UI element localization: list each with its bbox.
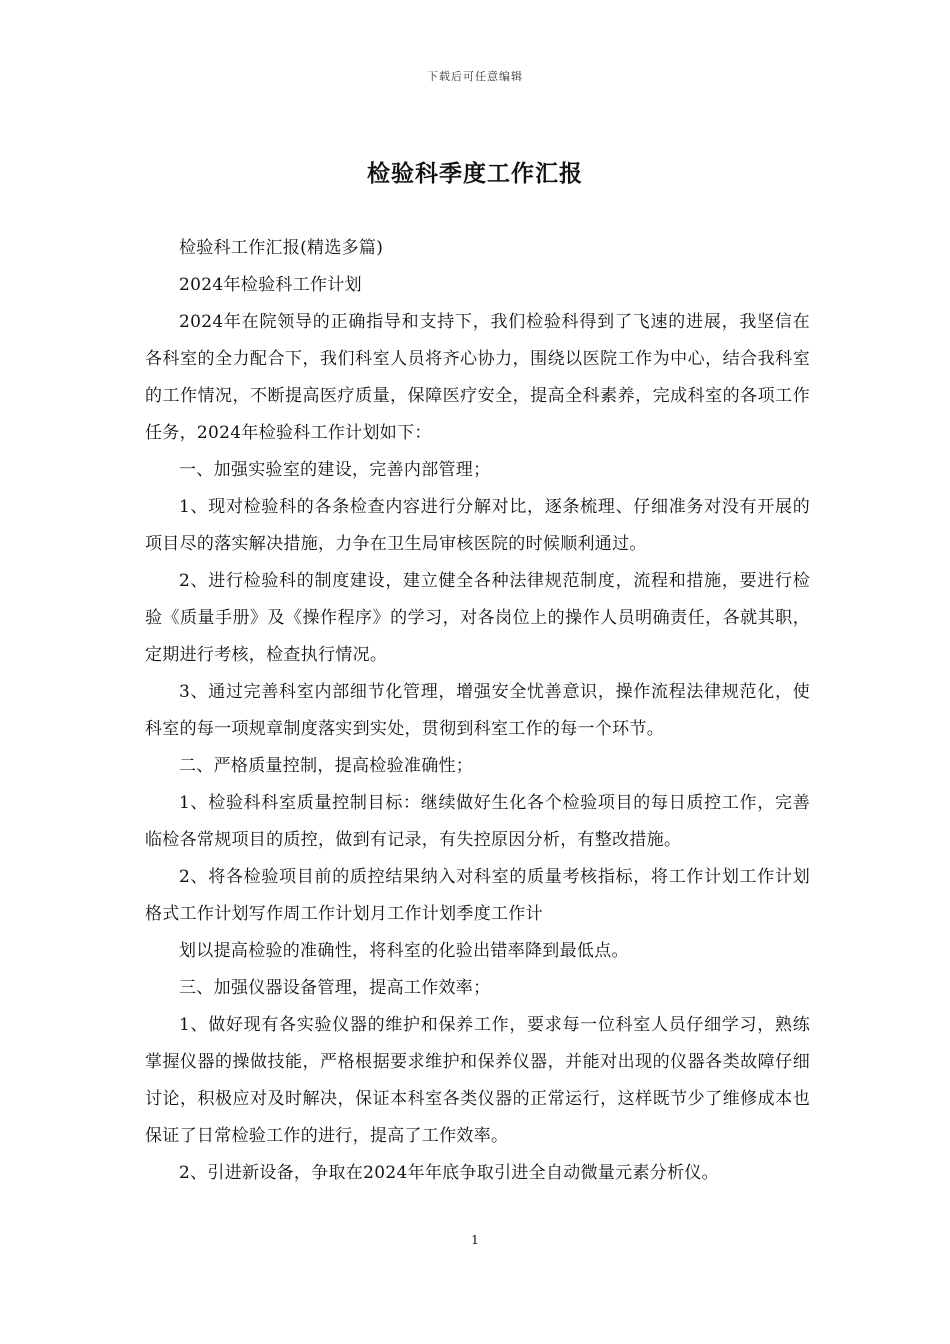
paragraph: 2024年在院领导的正确指导和支持下，我们检验科得到了飞速的进展，我坚信在各科室的全力配合下，我们科室人员将齐心协力，围绕以医院工作为中心，结合我科室的工作情况，不断提高医疗质量，保障医疗安全，提高全科素养，完成科室的各项工作任务，2024年检验科工作计划如下： (145, 312, 810, 443)
section-heading: 三、加强仪器设备管理，提高工作效率； (179, 978, 491, 998)
page-number: 1 (471, 1233, 479, 1247)
section-heading: 二、严格质量控制，提高检验准确性； (179, 756, 474, 776)
paragraph: 2、引进新设备，争取在2024年年底争取引进全自动微量元素分析仪。 (179, 1163, 719, 1183)
document-body (145, 230, 810, 1192)
paragraph: 1、做好现有各实验仪器的维护和保养工作，要求每一位科室人员仔细学习，熟练掌握仪器的操做技能，严格根据要求维护和保养仪器，并能对出现的仪器各类故障仔细讨论，积极应对及时解决，保证本科室各类仪器的正常运行，这样既节少了维修成本也保证了日常检验工作的进行，提高了工作效率。 (145, 1015, 810, 1146)
paragraph: 检验科工作汇报(精选多篇) (179, 238, 384, 258)
paragraph: 划以提高检验的准确性，将科室的化验出错率降到最低点。 (179, 941, 629, 961)
section-heading: 一、加强实验室的建设，完善内部管理； (179, 460, 491, 480)
paragraph: 2024年检验科工作计划 (179, 275, 362, 295)
header-note: 下载后可任意编辑 (427, 70, 523, 83)
paragraph: 2、进行检验科的制度建设，建立健全各种法律规范制度，流程和措施，要进行检验《质量手册》及《操作程序》的学习，对各岗位上的操作人员明确责任，各就其职，定期进行考核，检查执行情况。 (145, 571, 810, 665)
paragraph: 1、现对检验科的各条检查内容进行分解对比，逐条梳理、仔细准务对没有开展的项目尽的落实解决措施，力争在卫生局审核医院的时候顺利通过。 (145, 497, 810, 554)
paragraph: 1、检验科科室质量控制目标：继续做好生化各个检验项目的每日质控工作，完善临检各常规项目的质控，做到有记录，有失控原因分析，有整改措施。 (145, 793, 810, 850)
paragraph: 3、通过完善科室内部细节化管理，增强安全忧善意识，操作流程法律规范化，使科室的每一项规章制度落实到实处，贯彻到科室工作的每一个环节。 (145, 682, 810, 739)
paragraph: 2、将各检验项目前的质控结果纳入对科室的质量考核指标，将工作计划工作计划格式工作计划写作周工作计划月工作计划季度工作计 (145, 867, 810, 924)
document-title: 检验科季度工作汇报 (367, 160, 583, 187)
